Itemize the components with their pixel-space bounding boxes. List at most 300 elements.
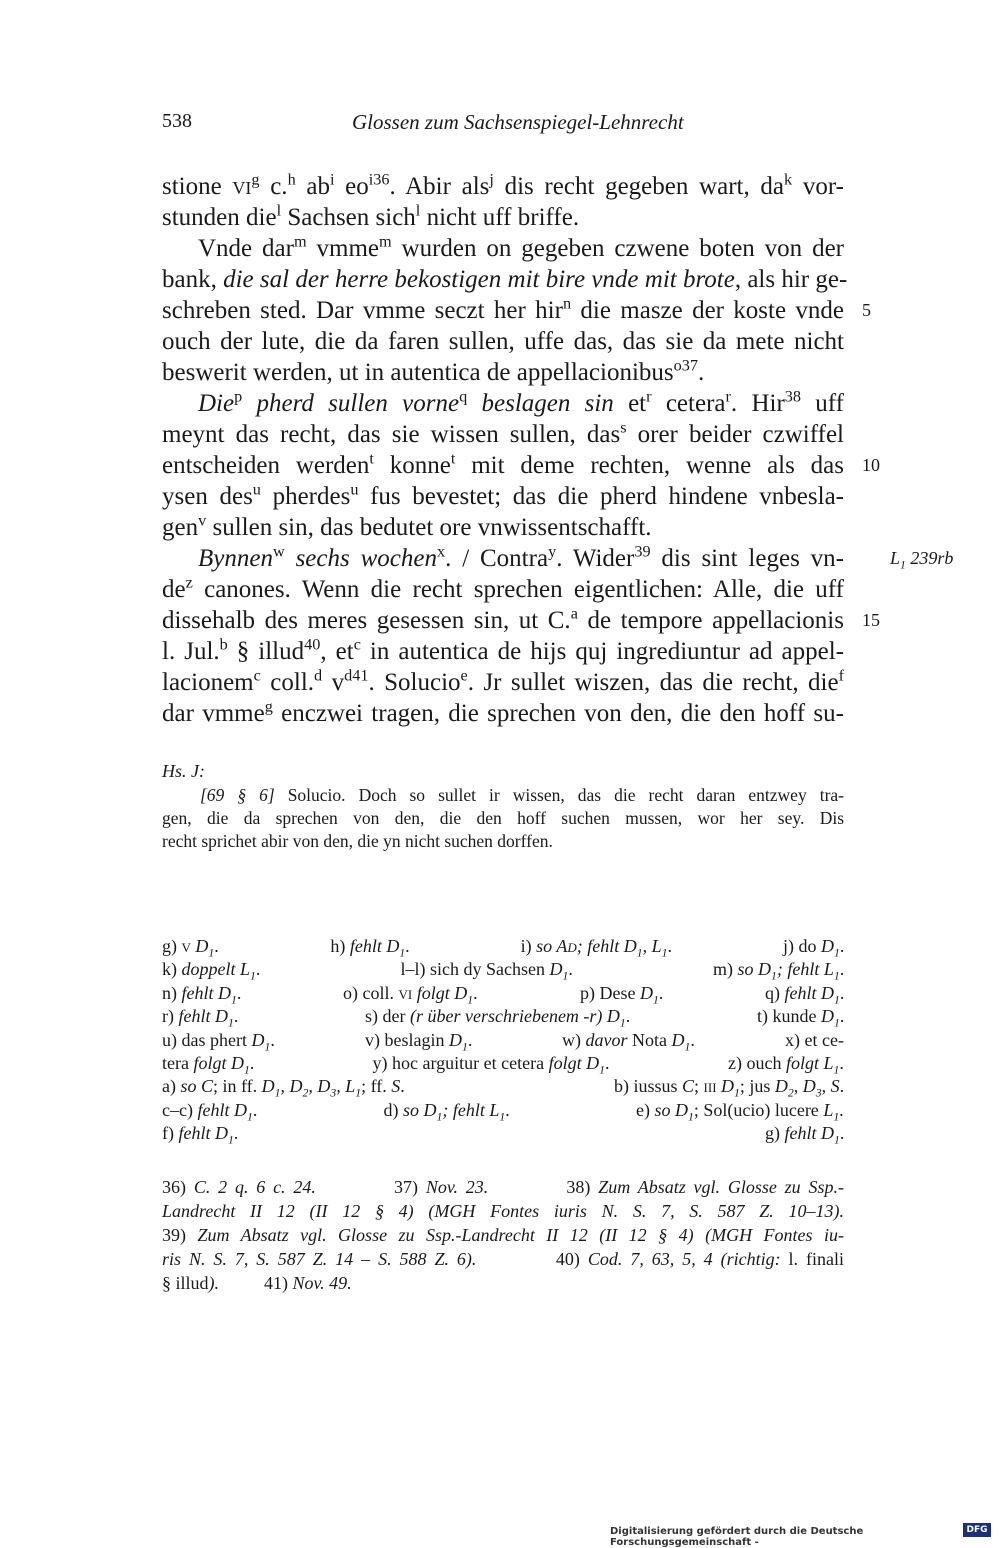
text-segment: 1 [833,1063,840,1077]
text-line [162,512,844,543]
text-segment: fehlt D [784,1123,834,1144]
text-segment: beslagen sin [467,390,614,417]
text-segment: konne [373,452,451,479]
text-segment: D [774,1076,788,1097]
text-segment: Zum Absatz vgl. Glosse zu Ssp.- [598,1177,844,1197]
text-segment: . [625,1006,631,1027]
text-segment: D [251,1029,265,1050]
text-segment: 1 [834,946,840,960]
text-segment: fehlt D [784,982,834,1003]
text-segment: ris N. S. 7, S. 587 Z. 14 – S. 588 Z. 6). [162,1249,477,1269]
text-segment: 1 [833,1016,840,1030]
text-segment: ; fehlt L [442,1099,500,1120]
text-segment: 38 [784,387,802,406]
apparatus-entry [162,1029,275,1052]
text-segment: . [839,982,845,1003]
text-segment: folgt D [412,982,468,1003]
text-segment: ; fehlt D [576,936,637,956]
text-segment: c–c) [162,1099,198,1120]
apparatus-line [162,1075,844,1098]
text-segment: . [467,1029,473,1050]
text-segment: 40) [476,1249,588,1269]
text-segment: , L [642,936,662,956]
text-line [198,388,844,419]
text-segment: t [450,449,456,468]
text-segment: Landrecht II 12 (II 12 § 4) (MGH Fontes iuris N. S. 7, S. 587 Z. 10–13). [162,1201,844,1221]
text-segment: c [353,635,361,654]
text-segment: 1 [436,1110,443,1124]
text-segment: i) [520,936,537,956]
text-segment: , als hir ge- [734,266,848,293]
text-segment: y) hoc arguitur et cetera [372,1053,549,1073]
text-segment: C [682,1076,695,1097]
text-segment: meynt das recht, das sie wissen sullen, das [162,421,621,448]
text-segment: . [839,1123,845,1144]
text-segment: stione [162,173,233,200]
text-segment: folgt D [193,1053,244,1073]
text-segment: l–l) sich dy Sachsen [400,959,550,980]
apparatus-entry [162,935,219,958]
text-segment: 1 [467,993,474,1007]
text-segment: § illud [162,1273,209,1293]
text-segment: 1 [771,969,777,983]
text-segment: g) [765,1123,785,1144]
text-segment: fehlt D [178,1006,228,1027]
text-segment: ouch der lute, die da faren sullen, uffe das, das sie da mete nicht [162,328,844,355]
text-segment: D [190,936,209,956]
text-segment: i36 [368,170,390,189]
text-segment: schreben sted. Dar vmme seczt her hir [162,297,563,324]
text-segment: davor [585,1029,628,1050]
dfg-logo: DFG [963,1523,991,1537]
apparatus-entry [401,958,573,981]
text-segment: in autentica de hijs quj ingrediuntur ad appel- [360,638,845,665]
text-segment: D [671,1029,685,1050]
text-segment: dis recht gegeben wart, da [493,173,785,200]
text-segment: beswerit werden, ut in autentica de appellacionibus [162,359,674,386]
text-segment: Nota [627,1029,672,1050]
text-segment: 1 [228,1133,234,1147]
manuscript-folio-reference [890,543,953,574]
text-segment: ab [295,173,330,200]
text-segment: 1 [499,1110,506,1124]
text-segment: nicht uff briffe. [420,204,580,231]
text-segment: . / Contra [445,545,549,572]
manuscript-note-line [162,830,844,853]
manuscript-note-label: Hs. J: [162,761,205,781]
text-segment: m [293,232,307,251]
text-segment: tera [162,1053,194,1073]
apparatus-entry [343,982,478,1005]
text-segment: z) ouch [728,1053,786,1073]
text-segment: . Solucio [368,669,461,696]
text-segment: . [233,1006,239,1027]
apparatus-entry [521,935,672,958]
apparatus-entry [562,1029,695,1052]
text-segment: 39 [634,542,651,561]
footnote-line [162,1223,844,1247]
apparatus-entry [384,1099,510,1122]
text-segment: . [604,1053,610,1073]
text-segment: vor- [792,173,844,200]
text-segment: q) [765,982,785,1003]
apparatus-entry [757,1005,844,1028]
text-segment: r [725,387,731,406]
text-segment: 1 [734,1086,740,1100]
text-segment: vi [232,173,252,200]
text-segment: c [253,666,261,685]
text-segment: Solucio. Doch so sullet ir wissen, das die recht daran entzwey tra- [274,785,845,805]
text-segment: 1 [264,1040,271,1054]
text-segment: D [448,1029,462,1050]
text-segment: v [198,511,207,530]
text-segment: ; in ff. [213,1076,262,1097]
apparatus-line [162,1005,844,1028]
apparatus-entry [713,958,844,981]
text-segment: , D [308,1076,331,1097]
text-segment: dissehalb des meres gesessen sin, ut C. [162,607,571,634]
page-number: 538 [162,110,192,132]
text-segment: f) [162,1123,179,1144]
footnote-line [162,1199,844,1223]
text-segment: l [415,201,421,220]
text-segment: fus bevestet; das die pherd hindene vnbesla- [358,483,845,510]
text-segment: , S [821,1076,840,1097]
text-segment: D [549,959,563,980]
text-segment: . [236,982,242,1003]
text-segment: 41) [219,1273,293,1293]
text-segment: t) kunde [757,1006,821,1027]
text-segment: S [391,1076,401,1097]
text-segment: gen [162,514,199,541]
text-segment: 1 [461,1040,468,1054]
text-segment: y [548,542,557,561]
text-segment: folgt L [785,1053,834,1073]
text-segment: [69 § 6] [200,785,275,805]
text-segment: . Abir als [389,173,490,200]
text-segment: . [270,1029,275,1050]
text-line [162,295,844,326]
text-segment: c. [259,173,288,200]
manuscript-note-line [162,807,844,830]
text-segment: folgt D [548,1053,600,1073]
text-segment: w [272,542,285,561]
footnote-line [162,1271,844,1295]
text-segment: w) [562,1029,586,1050]
text-segment: b) iussus [614,1076,683,1097]
text-segment: 1 [661,946,668,960]
text-segment: coll. [260,669,315,696]
text-segment: gen, die da sprechen von den, die den hoff suchen mussen, wor her sey. Dis [162,808,844,828]
text-segment: d) [383,1099,403,1120]
text-segment: . [568,959,573,980]
text-segment: . [255,959,261,980]
text-segment: ; Sol(ucio) lucere [693,1099,824,1120]
text-segment: 1 [900,558,906,572]
apparatus-line [162,958,844,981]
text-segment: ; jus [739,1076,775,1097]
text-segment: . [473,982,478,1003]
text-segment: 1 [355,1086,362,1100]
text-segment: a) [162,1076,181,1097]
text-segment: . [252,1099,258,1120]
text-segment: canones. Wenn die recht sprechen eigentlichen: Alle, die uff [192,576,844,603]
text-segment: so D [403,1099,437,1120]
text-segment: v) beslagin [365,1029,449,1050]
text-segment: 1 [250,969,256,983]
text-segment: 37) [315,1177,426,1197]
text-segment: e) [636,1099,655,1120]
apparatus-entry [162,1005,238,1028]
text-segment: so D [737,959,772,980]
text-segment: 1 [652,993,659,1007]
text-segment: fehlt D [178,1123,228,1144]
digitization-credit: Digitalisierung gefördert durch die Deutsche Forschungsgemeinschaft - [610,1526,864,1548]
text-segment: 1 [599,1063,605,1077]
text-segment: g) [162,936,182,956]
text-segment: d [314,666,323,685]
apparatus-entry [365,1029,472,1052]
text-segment: de tempore appellacionis [577,607,844,634]
text-segment: . [214,936,219,956]
text-segment: 36) [162,1177,194,1197]
text-segment: lacionem [162,669,254,696]
text-segment: 1 [619,1016,626,1030]
text-segment: 1 [562,969,569,983]
text-line [198,543,844,574]
text-segment: pherdes [260,483,351,510]
apparatus-entry [580,982,663,1005]
text-segment: Vnde dar [198,235,294,262]
text-segment: vi [398,982,413,1003]
text-segment: 2 [787,1086,794,1100]
text-segment: o37 [673,356,698,375]
text-segment: . [667,936,672,956]
text-segment: Zum Absatz vgl. Glosse zu Ssp.-Landrecht II 12 (II 12 § 4) (MGH Fontes iu- [197,1225,844,1245]
text-segment: . [839,1006,845,1027]
text-segment: . [839,959,845,980]
line-number: 15 [862,610,880,630]
apparatus-line [162,1099,844,1122]
text-segment: l. finali [780,1249,844,1269]
text-segment: p [234,387,243,406]
text-segment: D [821,936,834,956]
text-segment: D [639,982,653,1003]
text-segment: d [567,936,577,956]
text-segment: L [823,1099,834,1120]
text-segment: enczwei tragen, die sprechen von den, die den hoff su- [272,700,844,727]
text-segment: . Jr sullet wiszen, das die recht, die [467,669,839,696]
text-segment: 3 [815,1086,822,1100]
text-segment: g [264,697,273,716]
text-segment: bank, [162,266,224,293]
text-line [162,698,844,729]
text-segment: . [249,1053,255,1073]
text-segment: 39) [162,1225,198,1245]
text-line [162,419,844,450]
text-segment: j) do [783,936,821,956]
text-line [162,636,844,667]
text-segment: v [322,669,345,696]
apparatus-entry [373,1052,610,1075]
text-segment: orer beider czwiffel [626,421,844,448]
apparatus-entry [636,1099,844,1122]
text-segment: 1 [833,969,840,983]
text-segment: ysen des [162,483,253,510]
text-segment: 1 [274,1086,281,1100]
text-line [162,574,844,605]
text-segment: Bynnen [198,545,273,572]
apparatus-entry [162,1122,238,1145]
text-segment: ; ff. [361,1076,392,1097]
text-segment: o) coll. [343,982,399,1003]
text-line [162,171,844,202]
apparatus-entry [765,1122,844,1145]
apparatus-entry [162,982,241,1005]
text-segment: 2 [302,1086,309,1100]
text-segment: . [658,982,664,1003]
text-segment: . [505,1099,510,1120]
text-segment: f [838,666,844,685]
apparatus-entry [783,935,844,958]
apparatus-line [162,935,844,958]
apparatus-line [162,1029,844,1052]
text-segment: n) [162,982,182,1003]
running-title: Glossen zum Sachsenspiegel-Lehnrecht [352,110,684,134]
text-line [162,357,844,388]
text-segment: e [460,666,468,685]
text-segment: mit deme rechten, wenne als das [455,452,844,479]
text-line [162,450,844,481]
text-segment: 1 [684,1040,691,1054]
text-segment: g [251,170,260,189]
text-segment: 239rb [905,548,954,568]
text-segment: L [890,548,901,568]
text-segment: x [436,542,446,561]
apparatus-entry [162,1052,254,1075]
apparatus-entry [162,1099,257,1122]
apparatus-entry [330,935,409,958]
text-segment: so D [654,1099,688,1120]
text-segment: . Hir [730,390,785,417]
text-segment: de [162,576,186,603]
text-segment: doppelt L [181,959,251,980]
text-segment: 3 [330,1086,337,1100]
text-segment: Nov. 49. [292,1273,352,1293]
text-segment: stunden die [162,204,277,231]
text-line [162,202,844,233]
text-segment: 1 [688,1110,694,1124]
text-segment: 1 [208,946,215,960]
apparatus-line [162,1122,844,1145]
text-segment: C. 2 q. 6 c. 24. [193,1177,316,1197]
text-segment: § illud [227,638,305,665]
text-segment: v [181,936,191,956]
apparatus-entry [365,1005,630,1028]
text-segment: h) [330,936,350,956]
text-segment: . [400,1076,405,1097]
text-segment: et [613,390,647,417]
text-segment: Cod. 7, 63, 5, 4 (richtig: [587,1249,781,1269]
text-segment: n [562,294,572,313]
text-segment: die sal der herre bekostigen mit bire vnde mit brote [223,266,735,293]
text-segment: die masze der koste vnde [571,297,845,324]
apparatus-line [162,1052,844,1075]
text-segment: . [839,1053,844,1073]
text-segment: . [839,1099,844,1120]
line-number: 10 [862,455,880,475]
text-segment: eo [334,173,369,200]
text-segment: entscheiden werden [162,452,370,479]
text-segment: fehlt D [197,1099,247,1120]
text-segment: iii [703,1076,717,1097]
text-segment: t [369,449,374,468]
text-segment: q [459,387,468,406]
text-segment: dis sint leges vn- [650,545,844,572]
text-segment: i [329,170,335,189]
text-segment: , D [793,1076,816,1097]
apparatus-entry [728,1052,844,1075]
text-segment: , D [280,1076,303,1097]
text-segment: j [489,170,494,189]
text-segment: l [276,201,282,220]
text-segment: u [252,480,261,499]
text-segment: 1 [244,1063,250,1077]
text-line [162,667,844,698]
text-segment: D [261,1076,275,1097]
text-segment: . [698,359,705,386]
text-segment: 1 [399,946,406,960]
text-segment: . [405,936,410,956]
text-segment: 1 [636,946,643,960]
text-segment: so C [180,1076,213,1097]
text-segment: . Wider [556,545,635,572]
text-segment: z [185,573,193,592]
text-segment: s) der [365,1006,410,1027]
text-segment: cetera [651,390,726,417]
manuscript-note-line [200,784,844,807]
text-segment: k) [162,959,182,980]
text-segment: 1 [834,993,840,1007]
text-segment: k [784,170,793,189]
apparatus-entry [162,958,260,981]
text-line [162,326,844,357]
text-segment: vmme [306,235,379,262]
text-segment: Sachsen sich [281,204,416,231]
text-segment: . [839,1076,845,1097]
text-segment: d41 [344,666,369,685]
text-segment: a [570,604,578,623]
text-segment: r) [162,1006,179,1027]
text-segment: s [620,418,627,437]
text-segment: l. Jul. [162,638,220,665]
text-segment: , et [320,638,354,665]
text-line [198,233,844,264]
text-segment: wurden on gegeben czwene boten von der [391,235,844,262]
text-segment: 1 [833,1110,840,1124]
text-segment: pherd sullen vorne [242,390,460,417]
text-segment: uff [801,390,845,417]
text-segment: ). [208,1273,220,1293]
text-segment: b [219,635,228,654]
text-segment: ; fehlt L [776,959,834,980]
text-segment: Nov. 23. [425,1177,489,1197]
text-segment: u [350,480,359,499]
text-segment: 1 [231,993,237,1007]
text-segment: . [690,1029,695,1050]
text-segment: r [646,387,652,406]
apparatus-entry [785,1029,844,1052]
